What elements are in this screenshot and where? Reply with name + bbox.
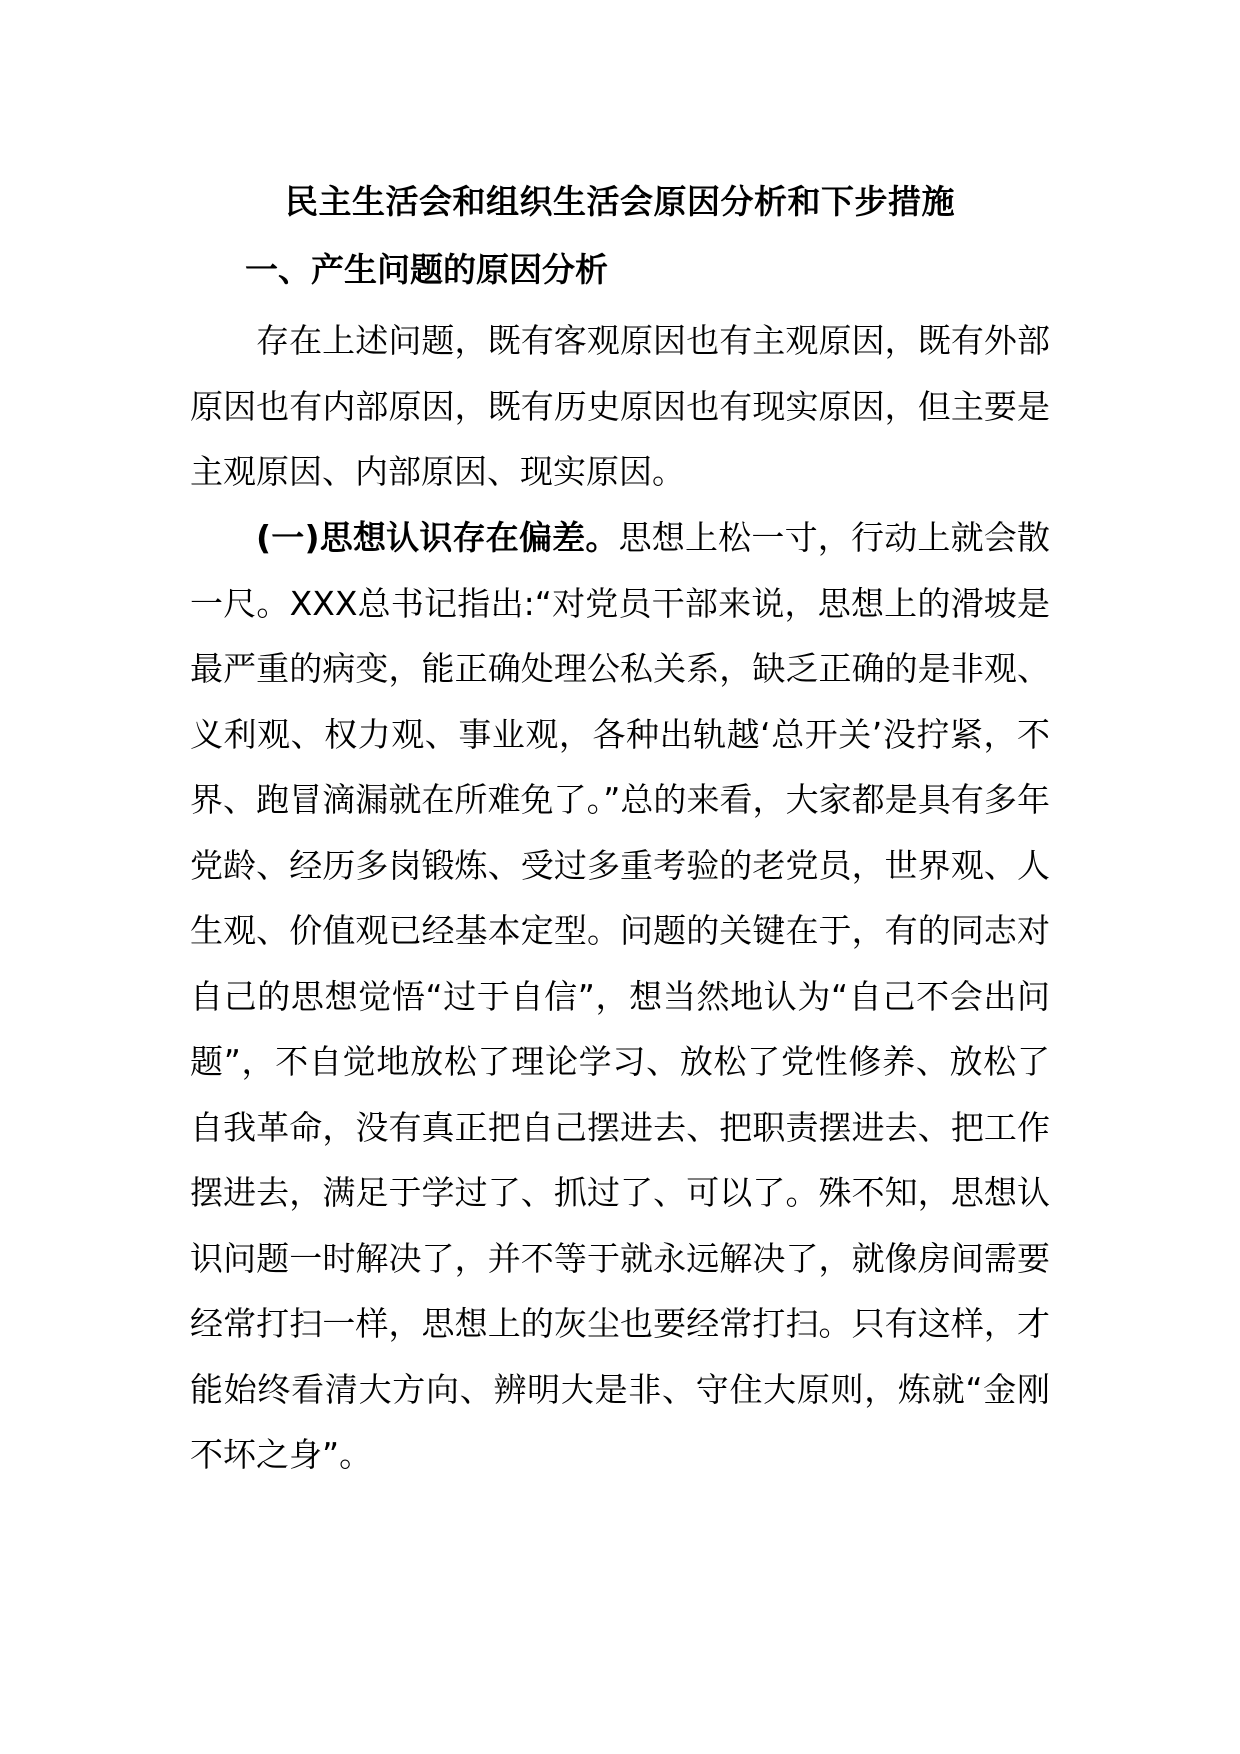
paragraph-lead-heading: (一)思想认识存在偏差。 (256, 518, 619, 557)
paragraph-text: 存在上述问题，既有客观原因也有主观原因，既有外部原因也有内部原因，既有历史原因也有现实原因，但主要是主观原因、内部原因、现实原因。 (190, 321, 1050, 491)
document-title: 民主生活会和组织生活会原因分析和下步措施 (285, 182, 955, 221)
paragraph-cause-overview (190, 308, 1050, 505)
paragraph-ideological-deviation (190, 505, 1050, 1488)
section-heading: 一、产生问题的原因分析 (245, 250, 608, 289)
paragraph-text: 思想上松一寸，行动上就会散一尺。XXX总书记指出:“对党员干部来说，思想上的滑坡是最严重的病变，能正确处理公私关系，缺乏正确的是非观、义利观、权力观、事业观，各种出轨越‘总开关’没拧紧，不界、跑冒滴漏就在所难免了。”总的来看，大家都是具有多年党龄、经历多岗锻炼、受过多重考验的老党员，世界观、人生观、价值观已经基本定型。问题的关键在于，有的同志对自己的思想觉悟“过于自信”，想当然地认为“自己不会出问题”，不自觉地放松了理论学习、放松了党性修养、放松了自我革命，没有真正把自己摆进去、把职责摆进去、把工作摆进去，满足于学过了、抓过了、可以了。殊不知，思想认识问题一时解决了，并不等于就永远解决了，就像房间需要经常打扫一样，思想上的灰尘也要经常打扫。只有这样，才能始终看清大方向、辨明大是非、守住大原则，炼就“金刚不坏之身”。 (190, 518, 1050, 1474)
